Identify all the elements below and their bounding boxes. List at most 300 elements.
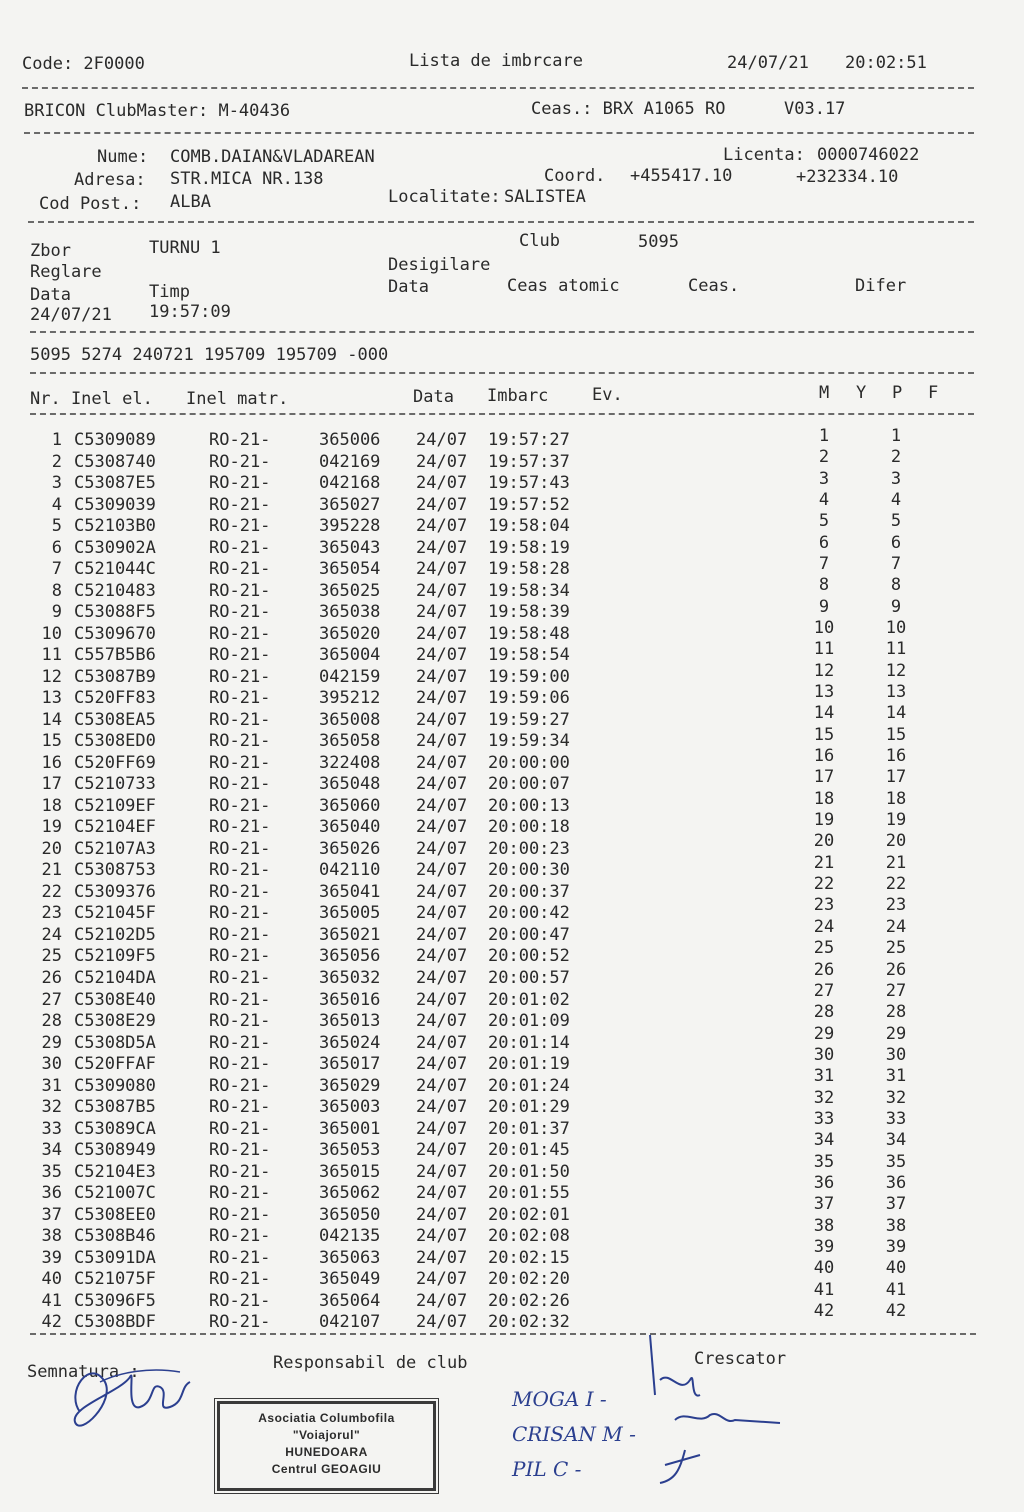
ring-prefix: RO-21- [209,580,271,601]
col-m-value: 1 [818,426,830,446]
ring-prefix: RO-21- [209,537,271,558]
table-row [0,575,1000,602]
arrival-date: 24/07 [416,1054,468,1075]
arrival-date: 24/07 [416,752,468,773]
ring-number: 365049 [319,1269,381,1290]
arrival-date: 24/07 [416,430,468,450]
handwritten-initials [630,1325,800,1495]
ring-prefix: RO-21- [209,645,271,666]
table-row [0,1044,1000,1075]
table-row [0,980,1000,1011]
electronic-ring: C5308EE0 [74,1204,156,1225]
electronic-ring: C520FFAF [74,1054,156,1075]
row-number: 26 [41,968,62,988]
electronic-ring: C53088F5 [74,602,156,623]
arrival-date: 24/07 [416,1269,468,1290]
ring-number: 365020 [319,623,381,644]
col-p-value: 1 [890,426,902,446]
arrival-time: 20:01:09 [488,1011,570,1032]
difer-label: Difer [855,276,907,296]
arrival-time: 19:58:48 [488,623,570,644]
col-m-value: 21 [813,852,835,873]
ring-number: 042110 [319,860,381,881]
atomic-clock-label: Ceas atomic [507,276,620,296]
ring-prefix: RO-21- [209,752,271,773]
handwritten-name: PIL C - [512,1457,582,1481]
table-row [0,1172,1000,1204]
col-m-value: 42 [813,1300,835,1321]
divider [30,413,974,415]
coord-label: Coord. [544,166,606,186]
col-m-value: 9 [818,596,830,617]
electronic-ring: C557B5B6 [74,645,156,666]
electronic-ring: C53091DA [74,1247,156,1268]
col-p-value: 32 [885,1087,907,1108]
col-m-value: 24 [813,916,835,937]
ring-prefix: RO-21- [209,1183,271,1204]
ring-number: 365029 [319,1075,381,1096]
col-p-value: 21 [885,852,907,873]
table-row [0,660,1000,688]
col-p-value: 2 [890,447,902,468]
arrival-date: 24/07 [416,645,468,666]
row-number: 30 [41,1054,62,1075]
ring-prefix: RO-21- [209,1161,271,1182]
name-label: Nume: [97,147,149,167]
coord-lon: +232334.10 [796,167,899,187]
electronic-ring: C53089CA [74,1118,156,1139]
ring-prefix: RO-21- [209,473,271,494]
club-label: Club [519,231,560,251]
divider [30,331,974,333]
row-number: 13 [41,688,62,709]
arrival-time: 20:02:26 [488,1290,570,1311]
electronic-ring: C52104DA [74,968,156,988]
row-number: 40 [41,1269,62,1290]
table-row [0,554,1000,580]
electronic-ring: C530902A [74,537,156,558]
zbor-value: TURNU 1 [149,238,221,258]
row-number: 1 [51,430,62,450]
table-row [0,767,1000,795]
electronic-ring: C52102D5 [74,924,156,945]
row-number: 33 [41,1118,62,1139]
col-p-value: 20 [885,831,907,852]
ring-prefix: RO-21- [209,817,271,838]
ring-number: 365043 [319,537,381,558]
row-number: 19 [41,817,62,838]
col-p-value: 42 [885,1300,907,1321]
ring-number: 365041 [319,881,381,902]
address-label: Adresa: [74,170,146,190]
arrival-time: 20:00:07 [488,774,570,795]
arrival-date: 24/07 [416,817,468,838]
ring-prefix: RO-21- [209,709,271,730]
electronic-ring: C5308BDF [74,1312,156,1333]
arrival-time: 19:57:52 [488,494,570,515]
table-row [0,426,1000,451]
col-m-value: 15 [813,724,835,745]
table-row [0,746,1000,774]
arrival-date: 24/07 [416,1118,468,1139]
arrival-date: 24/07 [416,451,468,472]
arrival-time: 20:02:01 [488,1204,570,1225]
ring-number: 365027 [319,494,381,515]
ring-number: 365021 [319,924,381,945]
arrival-date: 24/07 [416,559,468,580]
coord-lat: +455417.10 [630,166,733,186]
col-m-value: 17 [813,767,835,788]
col-m-value: 4 [818,490,830,511]
ring-prefix: RO-21- [209,494,271,515]
row-number: 21 [41,860,62,881]
ring-number: 365040 [319,817,381,838]
postal-value: ALBA [170,192,211,212]
col-p-value: 38 [885,1215,907,1236]
row-number: 6 [51,537,62,558]
ring-number: 365032 [319,968,381,988]
locality-value: SALISTEA [504,187,586,207]
arrival-date: 24/07 [416,666,468,687]
ring-number: 365064 [319,1290,381,1311]
ring-number: 365063 [319,1247,381,1268]
postal-label: Cod Post.: [39,194,142,214]
arrival-date: 24/07 [416,688,468,709]
arrival-time: 20:01:29 [488,1097,570,1118]
col-m-value: 6 [818,532,830,553]
version-label: V03.17 [784,99,846,119]
row-number: 32 [41,1097,62,1118]
ring-number: 365006 [319,430,381,450]
electronic-ring: C5308EA5 [74,709,156,730]
divider [28,221,974,223]
table-row [0,1087,1000,1118]
stamp-line: "Voiajorul" [292,1428,361,1442]
table-row [0,1194,1000,1226]
ring-number: 365015 [319,1161,381,1182]
arrival-date: 24/07 [416,1204,468,1225]
col-p-value: 7 [890,554,902,575]
clock-column-label: Ceas. [688,276,740,296]
col-m-value: 22 [813,874,835,895]
arrival-date: 24/07 [416,623,468,644]
col-p-value: 17 [885,767,907,788]
divider [30,372,974,374]
arrival-date: 24/07 [416,602,468,623]
ring-prefix: RO-21- [209,795,271,816]
col-p-value: 11 [885,639,907,660]
col-m-value: 28 [813,1002,835,1023]
arrival-time: 20:00:47 [488,924,570,945]
ring-prefix: RO-21- [209,1204,271,1225]
ring-number: 365025 [319,580,381,601]
arrival-date: 24/07 [416,709,468,730]
arrival-time: 20:00:52 [488,946,570,967]
arrival-date: 24/07 [416,1183,468,1204]
row-number: 42 [41,1312,62,1333]
electronic-ring: C5309080 [74,1075,156,1096]
col-m-value: 31 [813,1066,835,1087]
code-label: Code: 2F0000 [22,54,145,74]
ring-number: 365048 [319,774,381,795]
col-p-value: 28 [885,1002,907,1023]
row-number: 17 [41,774,62,795]
ring-number: 365005 [319,903,381,924]
arrival-time: 20:01:45 [488,1140,570,1161]
table-row [0,831,1000,860]
ring-number: 042169 [319,451,381,472]
arrival-date: 24/07 [416,473,468,494]
ring-number: 395212 [319,688,381,709]
col-nr-inel-el: Nr. Inel el. [30,389,153,409]
row-number: 10 [41,623,62,644]
table-row [0,1108,1000,1140]
ring-prefix: RO-21- [209,924,271,945]
arrival-date: 24/07 [416,1032,468,1053]
ring-number: 365003 [319,1097,381,1118]
table-row [0,682,1000,709]
arrival-time: 20:00:37 [488,881,570,902]
system-label: BRICON ClubMaster: M-40436 [24,101,291,121]
electronic-ring: C5308D5A [74,1032,156,1053]
ring-prefix: RO-21- [209,516,271,537]
row-number: 31 [41,1075,62,1096]
ring-number: 395228 [319,516,381,537]
table-row [0,1151,1000,1183]
ring-prefix: RO-21- [209,1290,271,1311]
ring-prefix: RO-21- [209,1032,271,1053]
ring-number: 365004 [319,645,381,666]
col-m-value: 41 [813,1279,835,1300]
table-row [0,447,1000,473]
ring-prefix: RO-21- [209,451,271,472]
ring-number: 365062 [319,1183,381,1204]
arrival-time: 20:01:02 [488,989,570,1010]
col-ev: Ev. [592,385,623,405]
arrival-time: 20:00:23 [488,838,570,859]
ring-number: 365016 [319,989,381,1010]
arrival-date: 24/07 [416,1075,468,1096]
owner-address: STR.MICA NR.138 [170,169,324,189]
row-number: 41 [41,1290,62,1311]
table-row [0,511,1000,537]
ring-number: 365050 [319,1204,381,1225]
desigilare-data-label: Data [388,277,429,297]
arrival-time: 19:58:19 [488,537,570,558]
licence-label: Licenta: [723,145,805,165]
arrival-date: 24/07 [416,774,468,795]
col-p-value: 37 [885,1194,907,1215]
col-p-value: 8 [890,575,902,596]
ring-prefix: RO-21- [209,1312,271,1333]
col-p-value: 24 [885,916,907,937]
col-data: Data [413,387,454,407]
ring-number: 042107 [319,1312,381,1333]
col-p-value: 27 [885,980,907,1001]
col-m-value: 8 [818,575,830,596]
arrival-date: 24/07 [416,1312,468,1333]
ring-prefix: RO-21- [209,559,271,580]
col-m-value: 30 [813,1044,835,1065]
owner-name: COMB.DAIAN&VLADAREAN [170,147,375,167]
col-m-value: 26 [813,959,835,980]
row-number: 24 [41,924,62,945]
col-p-value: 35 [885,1151,907,1172]
electronic-ring: C52103B0 [74,516,156,537]
ring-prefix: RO-21- [209,946,271,967]
col-p-value: 22 [885,874,907,895]
electronic-ring: C53087B9 [74,666,156,687]
col-m-value: 14 [813,703,835,724]
electronic-ring: C521075F [74,1269,156,1290]
col-p-value: 39 [885,1236,907,1257]
ring-prefix: RO-21- [209,1226,271,1247]
col-m-value: 5 [818,511,830,532]
row-number: 35 [41,1161,62,1182]
ring-prefix: RO-21- [209,688,271,709]
col-m-value: 38 [813,1215,835,1236]
table-row [0,810,1000,838]
arrival-date: 24/07 [416,989,468,1010]
col-m-value: 12 [813,660,835,681]
row-number: 37 [41,1204,62,1225]
table-row [0,490,1000,516]
arrival-date: 24/07 [416,795,468,816]
row-number: 36 [41,1183,62,1204]
row-number: 34 [41,1140,62,1161]
ring-prefix: RO-21- [209,989,271,1010]
arrival-time: 20:00:18 [488,817,570,838]
arrival-date: 24/07 [416,946,468,967]
col-imbarc: Imbarc [487,386,549,406]
ring-prefix: RO-21- [209,666,271,687]
ring-number: 365054 [319,559,381,580]
print-date: 24/07/21 [727,53,809,73]
arrival-date: 24/07 [416,1247,468,1268]
table-row [0,959,1000,989]
row-number: 2 [51,451,62,472]
row-number: 3 [51,473,62,494]
stamp-line: Centrul GEOAGIU [271,1462,382,1476]
electronic-ring: C5308ED0 [74,731,156,752]
table-row [0,1215,1000,1247]
table-row [0,468,1000,494]
electronic-ring: C521045F [74,903,156,924]
col-p-value: 13 [885,682,907,703]
col-m-value: 29 [813,1023,835,1044]
arrival-date: 24/07 [416,1011,468,1032]
ring-prefix: RO-21- [209,430,271,450]
electronic-ring: C5309089 [74,430,156,450]
table-row [0,1130,1000,1161]
electronic-ring: C52104EF [74,817,156,838]
table-row [0,874,1000,903]
col-m-value: 2 [818,447,830,468]
col-m-value: 11 [813,639,835,660]
col-p-value: 14 [885,703,907,724]
col-p-value: 15 [885,724,907,745]
col-m-value: 10 [813,618,835,639]
col-m-value: 20 [813,831,835,852]
ring-number: 365060 [319,795,381,816]
row-number: 14 [41,709,62,730]
arrival-date: 24/07 [416,881,468,902]
arrival-time: 20:02:15 [488,1247,570,1268]
row-number: 27 [41,989,62,1010]
table-row [0,618,1000,645]
col-p-value: 12 [885,660,907,681]
club-stamp [217,1401,436,1491]
arrival-date: 24/07 [416,838,468,859]
col-p-value: 19 [885,810,907,831]
ring-number: 322408 [319,752,381,773]
divider [30,1333,976,1335]
col-p-value: 29 [885,1023,907,1044]
ring-number: 365026 [319,838,381,859]
ring-number: 365008 [319,709,381,730]
arrival-time: 20:01:37 [488,1118,570,1139]
electronic-ring: C52109F5 [74,946,156,967]
row-number: 39 [41,1247,62,1268]
col-m-value: 3 [818,468,830,489]
arrival-date: 24/07 [416,924,468,945]
arrival-date: 24/07 [416,1290,468,1311]
col-m-value: 37 [813,1194,835,1215]
row-number: 18 [41,795,62,816]
table-row [0,724,1000,752]
ring-number: 042159 [319,666,381,687]
print-time: 20:02:51 [845,53,927,73]
col-p-value: 16 [885,746,907,767]
ring-number: 365017 [319,1054,381,1075]
row-number: 7 [51,559,62,580]
col-p-value: 41 [885,1279,907,1300]
ring-number: 042168 [319,473,381,494]
col-m-value: 27 [813,980,835,1001]
ring-prefix: RO-21- [209,1140,271,1161]
electronic-ring: C5309039 [74,494,156,515]
table-row [0,1023,1000,1054]
summary-line: 5095 5274 240721 195709 195709 -000 [30,345,389,365]
arrival-time: 19:58:04 [488,516,570,537]
document-title: Lista de imbrcare [409,51,583,71]
ring-prefix: RO-21- [209,1011,271,1032]
table-row [0,852,1000,881]
reglare-label: Reglare [30,262,102,282]
col-p-value: 33 [885,1108,907,1129]
row-number: 29 [41,1032,62,1053]
arrival-date: 24/07 [416,516,468,537]
row-number: 16 [41,752,62,773]
col-p-value: 25 [885,938,907,959]
row-number: 23 [41,903,62,924]
col-m-value: 18 [813,788,835,809]
table-row [0,639,1000,666]
col-m-value: 32 [813,1087,835,1108]
col-p-value: 23 [885,895,907,916]
col-m-value: 33 [813,1108,835,1129]
table-row [0,532,1000,559]
ring-prefix: RO-21- [209,1075,271,1096]
arrival-date: 24/07 [416,1097,468,1118]
row-number: 22 [41,881,62,902]
table-row [0,703,1000,731]
arrival-date: 24/07 [416,537,468,558]
row-number: 25 [41,946,62,967]
table-row [0,916,1000,946]
ring-prefix: RO-21- [209,774,271,795]
arrival-time: 20:00:30 [488,860,570,881]
